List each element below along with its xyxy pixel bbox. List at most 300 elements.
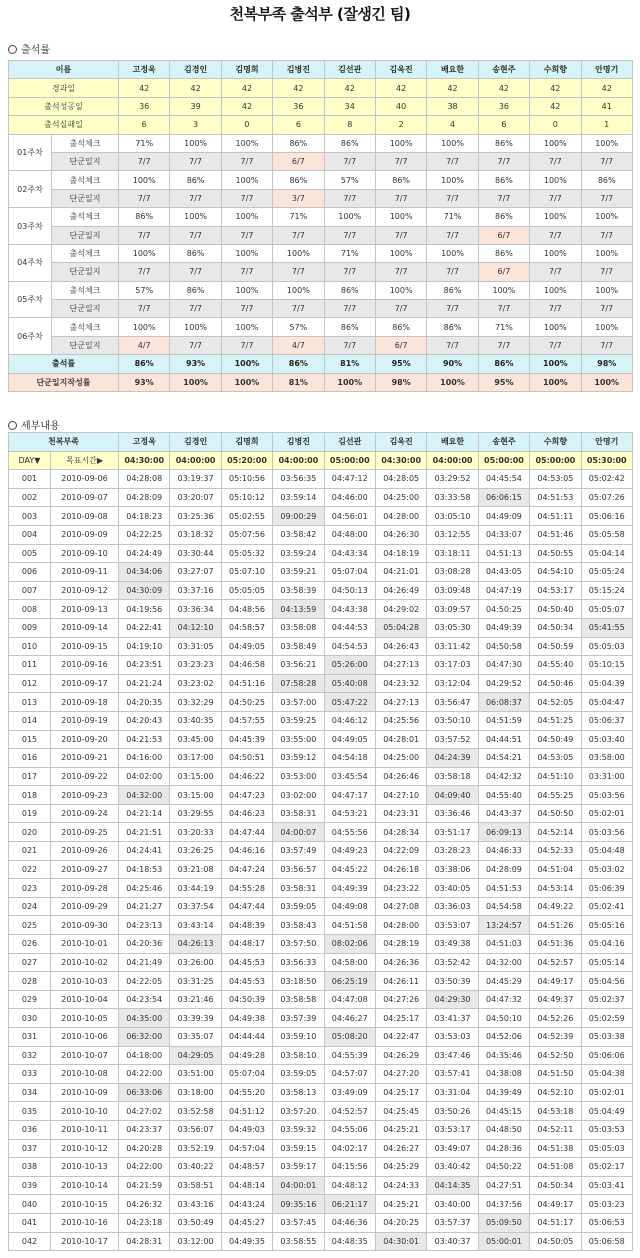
table-cell: 03:59:24 [273,544,324,563]
row-label: 출석실패일 [9,116,119,134]
table-cell: 024 [9,897,51,916]
table-cell: 7/7 [221,226,272,244]
table-cell: 04:49:05 [221,637,272,656]
table-cell: 7/7 [581,152,632,170]
table-cell: 05:08:20 [324,1028,375,1047]
table-cell: 04:26:13 [170,935,221,954]
table-cell: 2010-10-10 [51,1102,119,1121]
table-cell: 03:56:07 [170,1120,221,1139]
table-cell: 2010-09-08 [51,507,119,526]
table-cell: 42 [530,79,581,97]
table-cell: 013 [9,693,51,712]
table-cell: 100% [427,244,478,262]
table-cell: 7/7 [478,300,529,318]
table-cell: 03:58:00 [581,749,632,768]
table-cell: 05:05:05 [221,581,272,600]
row-label: 단군일지 [52,336,119,354]
day-row [9,823,633,842]
table-cell: 03:57:45 [273,1213,324,1232]
table-cell: 028 [9,972,51,991]
table-cell: 025 [9,916,51,935]
member-name-header: 고정욱 [119,61,170,79]
table-cell: 04:50:58 [478,637,529,656]
table-cell: 03:57:00 [273,693,324,712]
table-cell: 09:00:29 [273,507,324,526]
table-cell: 03:20:07 [170,488,221,507]
table-cell: 04:49:35 [221,1232,272,1251]
table-cell: 04:02:00 [119,767,170,786]
table-cell: 04:43:37 [478,804,529,823]
table-cell: 04:51:03 [478,935,529,954]
diary-rate-row [9,373,633,391]
table-cell: 04:22:00 [119,1065,170,1084]
table-cell: 2010-10-16 [51,1213,119,1232]
table-cell: 04:24:49 [119,544,170,563]
member-name-header: 송현주 [478,433,529,452]
table-cell: 100% [581,318,632,336]
table-cell: 2010-10-07 [51,1046,119,1065]
table-cell: 03:59:10 [273,1028,324,1047]
day-sort-header[interactable]: DAY▼ [9,451,51,470]
table-cell: 03:59:25 [273,711,324,730]
row-label: 단군일지 [52,226,119,244]
table-cell: 03:53:03 [427,1028,478,1047]
table-cell: 7/7 [478,336,529,354]
table-cell: 03:58:58 [273,990,324,1009]
section-attendance-rate-heading: 출석률 [8,41,50,56]
table-cell: 04:45:15 [478,1102,529,1121]
attendance-summary-table [8,60,633,392]
table-cell: 7/7 [478,189,529,207]
table-cell: 04:21:14 [119,804,170,823]
table-cell: 04:50:22 [478,1158,529,1177]
table-cell: 100% [581,134,632,152]
table-cell: 04:28:08 [119,470,170,489]
target-time-label: 목표시간▶ [51,451,119,470]
table-cell: 05:02:37 [581,990,632,1009]
table-cell: 36 [478,97,529,115]
table-cell: 04:52:57 [324,1102,375,1121]
table-cell: 04:28:05 [375,470,426,489]
table-cell: 03:49:09 [324,1083,375,1102]
page-title: 천복부족 출석부 (잘생긴 팀) [229,5,411,23]
target-time: 04:00:00 [427,451,478,470]
table-cell: 05:05:03 [581,1139,632,1158]
table-cell: 7/7 [170,152,221,170]
table-cell: 86% [273,171,324,189]
table-cell: 036 [9,1120,51,1139]
table-cell: 04:29:30 [427,990,478,1009]
table-cell: 100% [581,244,632,262]
table-cell: 100% [530,134,581,152]
table-cell: 57% [119,281,170,299]
table-cell: 100% [530,355,581,373]
week-attendance-row [9,134,633,152]
table-cell: 03:15:00 [170,767,221,786]
table-cell: 04:22:09 [375,842,426,861]
table-cell: 08:02:06 [324,935,375,954]
table-cell: 04:37:56 [478,1195,529,1214]
table-cell: 03:21:46 [170,990,221,1009]
table-cell: 04:55:28 [221,879,272,898]
table-cell: 86% [170,281,221,299]
table-cell: 04:25:45 [375,1102,426,1121]
table-cell: 2010-10-01 [51,935,119,954]
table-cell: 05:04:14 [581,544,632,563]
table-cell: 04:49:03 [221,1120,272,1139]
table-cell: 03:49:38 [427,935,478,954]
table-cell: 026 [9,935,51,954]
table-cell: 04:51:17 [530,1213,581,1232]
day-row [9,842,633,861]
table-cell: 04:51:38 [530,1139,581,1158]
table-cell: 015 [9,730,51,749]
table-cell: 2010-09-23 [51,786,119,805]
table-cell: 2010-09-15 [51,637,119,656]
week-diary-row [9,152,633,170]
table-cell: 86% [273,134,324,152]
week-diary-row [9,189,633,207]
table-cell: 03:52:19 [170,1139,221,1158]
table-cell: 04:54:10 [530,563,581,582]
table-cell: 03:50:49 [170,1213,221,1232]
table-cell: 04:46:33 [478,842,529,861]
table-cell: 04:47:23 [221,786,272,805]
table-cell: 05:00:01 [478,1232,529,1251]
table-cell: 03:45:00 [170,730,221,749]
day-row [9,990,633,1009]
table-cell: 04:38:08 [478,1065,529,1084]
target-time: 05:20:00 [221,451,272,470]
table-cell: 04:47:32 [478,990,529,1009]
table-cell: 71% [273,208,324,226]
table-cell: 42 [324,79,375,97]
table-cell: 04:12:10 [170,618,221,637]
table-cell: 04:51:36 [530,935,581,954]
table-cell: 06:09:13 [478,823,529,842]
table-cell: 04:26:27 [375,1139,426,1158]
table-cell: 2010-09-29 [51,897,119,916]
table-cell: 05:07:04 [324,563,375,582]
table-cell: 021 [9,842,51,861]
table-cell: 2010-10-13 [51,1158,119,1177]
table-cell: 03:12:55 [427,525,478,544]
day-row [9,767,633,786]
table-cell: 05:26:00 [324,656,375,675]
table-cell: 7/7 [427,336,478,354]
table-cell: 86% [375,318,426,336]
table-cell: 3/7 [273,189,324,207]
table-cell: 7/7 [221,300,272,318]
table-cell: 4/7 [119,336,170,354]
table-cell: 2010-09-16 [51,656,119,675]
table-cell: 04:46:16 [221,842,272,861]
table-cell: 93% [119,373,170,391]
table-cell: 7/7 [119,152,170,170]
day-row [9,916,633,935]
table-cell: 41 [581,97,632,115]
table-cell: 100% [119,244,170,262]
table-cell: 04:20:28 [119,1139,170,1158]
week-diary-row [9,226,633,244]
table-cell: 81% [324,355,375,373]
table-cell: 005 [9,544,51,563]
table-cell: 04:19:56 [119,600,170,619]
table-cell: 04:14:35 [427,1176,478,1195]
table-cell: 03:25:36 [170,507,221,526]
table-cell: 2010-09-07 [51,488,119,507]
table-cell: 03:08:28 [427,563,478,582]
table-cell: 06:25:19 [324,972,375,991]
day-row [9,804,633,823]
table-cell: 04:27:51 [478,1176,529,1195]
member-name-header: 배요한 [427,433,478,452]
table-cell: 04:45:53 [221,972,272,991]
table-cell: 04:26:32 [119,1195,170,1214]
table-cell: 42 [478,79,529,97]
table-cell: 04:50:10 [478,1009,529,1028]
week-label: 01주차 [9,134,52,171]
table-cell: 2010-09-06 [51,470,119,489]
table-cell: 03:53:07 [427,916,478,935]
table-cell: 03:56:47 [427,693,478,712]
table-cell: 010 [9,637,51,656]
table-cell: 04:25:00 [375,488,426,507]
day-row [9,581,633,600]
table-cell: 04:49:39 [478,618,529,637]
table-cell: 7/7 [221,336,272,354]
day-row [9,470,633,489]
table-cell: 7/7 [221,263,272,281]
table-cell: 7/7 [170,263,221,281]
table-cell: 04:54:58 [478,897,529,916]
day-row [9,1232,633,1251]
table-cell: 04:46:23 [221,804,272,823]
table-cell: 06:32:00 [119,1028,170,1047]
table-cell: 04:24:41 [119,842,170,861]
table-cell: 7/7 [324,336,375,354]
table-cell: 98% [581,355,632,373]
table-cell: 04:48:56 [221,600,272,619]
member-name-header: 고정욱 [119,433,170,452]
member-name-header: 안명기 [581,433,632,452]
table-cell: 04:51:59 [478,711,529,730]
table-cell: 100% [375,244,426,262]
table-cell: 03:59:15 [273,1139,324,1158]
table-cell: 7/7 [375,300,426,318]
table-cell: 04:51:53 [478,879,529,898]
day-row [9,860,633,879]
day-row [9,1102,633,1121]
table-cell: 04:51:08 [530,1158,581,1177]
table-cell: 2010-09-20 [51,730,119,749]
table-cell: 100% [375,281,426,299]
table-cell: 04:15:56 [324,1158,375,1177]
table-cell: 05:04:16 [581,935,632,954]
table-cell: 7/7 [119,189,170,207]
table-cell: 100% [530,208,581,226]
table-cell: 2010-09-22 [51,767,119,786]
table-cell: 016 [9,749,51,768]
table-cell: 04:20:35 [119,693,170,712]
table-cell: 6/7 [478,263,529,281]
table-cell: 04:22:41 [119,618,170,637]
table-cell: 98% [375,373,426,391]
table-cell: 03:29:55 [170,804,221,823]
table-cell: 04:48:17 [221,935,272,954]
table-cell: 04:21:51 [119,823,170,842]
table-cell: 04:22:00 [119,1158,170,1177]
table-cell: 42 [273,79,324,97]
member-name-header: 수희향 [530,61,581,79]
table-cell: 04:49:05 [324,730,375,749]
table-cell: 04:49:28 [221,1046,272,1065]
day-row [9,618,633,637]
table-cell: 03:27:07 [170,563,221,582]
table-cell: 03:59:21 [273,563,324,582]
week-diary-row [9,336,633,354]
day-row [9,525,633,544]
week-attendance-row [9,208,633,226]
table-cell: 04:21:49 [119,953,170,972]
table-cell: 011 [9,656,51,675]
table-cell: 04:25:46 [119,879,170,898]
table-cell: 04:57:55 [221,711,272,730]
table-cell: 42 [530,97,581,115]
header-row [9,61,633,79]
table-cell: 03:58:31 [273,804,324,823]
table-cell: 05:04:38 [581,1065,632,1084]
table-cell: 04:28:34 [375,823,426,842]
table-cell: 03:57:41 [427,1065,478,1084]
table-cell: 03:56:35 [273,470,324,489]
table-cell: 100% [221,281,272,299]
table-cell: 03:23:02 [170,674,221,693]
table-cell: 04:50:51 [221,749,272,768]
table-cell: 04:43:34 [324,544,375,563]
table-cell: 03:57:39 [273,1009,324,1028]
table-cell: 03:59:32 [273,1120,324,1139]
table-cell: 7/7 [427,263,478,281]
table-cell: 7/7 [427,189,478,207]
table-cell: 04:49:39 [324,879,375,898]
table-cell: 03:38:06 [427,860,478,879]
day-row [9,1009,633,1028]
table-cell: 6 [273,116,324,134]
table-cell: 100% [530,281,581,299]
table-cell: 04:50:39 [221,990,272,1009]
table-cell: 04:44:44 [221,1028,272,1047]
table-cell: 05:03:38 [581,1028,632,1047]
day-row [9,711,633,730]
table-cell: 03:52:58 [170,1102,221,1121]
table-cell: 04:27:13 [375,656,426,675]
table-cell: 7/7 [324,300,375,318]
table-cell: 2010-10-11 [51,1120,119,1139]
table-cell: 04:50:59 [530,637,581,656]
table-cell: 86% [478,171,529,189]
table-cell: 04:52:50 [530,1046,581,1065]
table-cell: 2010-10-17 [51,1232,119,1251]
table-cell: 7/7 [221,189,272,207]
table-cell: 6 [119,116,170,134]
row-label: 출석체크 [52,281,119,299]
table-cell: 03:23:23 [170,656,221,675]
table-cell: 03:43:16 [170,1195,221,1214]
table-cell: 6/7 [375,336,426,354]
table-cell: 04:16:00 [119,749,170,768]
table-cell: 04:51:12 [221,1102,272,1121]
day-row [9,600,633,619]
table-cell: 04:46:58 [221,656,272,675]
table-cell: 04:33:07 [478,525,529,544]
table-cell: 006 [9,563,51,582]
table-cell: 2010-10-12 [51,1139,119,1158]
table-cell: 03:56:57 [273,860,324,879]
table-cell: 04:23:32 [375,674,426,693]
table-cell: 42 [119,79,170,97]
table-cell: 04:51:10 [530,767,581,786]
table-cell: 7/7 [530,300,581,318]
table-cell: 03:50:26 [427,1102,478,1121]
table-cell: 04:51:25 [530,711,581,730]
table-cell: 2010-09-24 [51,804,119,823]
day-row [9,1158,633,1177]
table-cell: 032 [9,1046,51,1065]
table-cell: 05:02:17 [581,1158,632,1177]
table-cell: 04:27:26 [375,990,426,1009]
table-cell: 04:20:43 [119,711,170,730]
table-cell: 04:02:17 [324,1139,375,1158]
table-cell: 04:00:01 [273,1176,324,1195]
summary-row [9,116,633,134]
table-cell: 039 [9,1176,51,1195]
table-cell: 93% [170,355,221,373]
table-cell: 95% [375,355,426,373]
table-cell: 2010-09-09 [51,525,119,544]
table-cell: 03:05:10 [427,507,478,526]
member-name-header: 김병진 [273,61,324,79]
table-cell: 04:52:57 [530,953,581,972]
table-cell: 2010-10-05 [51,1009,119,1028]
table-cell: 86% [478,355,529,373]
table-cell: 03:31:05 [170,637,221,656]
table-cell: 03:59:05 [273,897,324,916]
table-cell: 2010-09-10 [51,544,119,563]
table-cell: 04:48:35 [324,1232,375,1251]
table-cell: 04:47:30 [478,656,529,675]
table-cell: 7/7 [581,336,632,354]
table-cell: 04:28:31 [119,1232,170,1251]
table-cell: 04:53:05 [530,470,581,489]
table-cell: 04:29:52 [478,674,529,693]
table-cell: 05:07:10 [221,563,272,582]
day-row [9,786,633,805]
table-cell: 04:25:56 [375,711,426,730]
table-cell: 2010-10-14 [51,1176,119,1195]
table-cell: 03:58:49 [273,637,324,656]
table-cell: 03:57:49 [273,842,324,861]
table-cell: 04:47:44 [221,823,272,842]
table-cell: 95% [478,373,529,391]
table-cell: 03:40:05 [427,879,478,898]
table-cell: 04:50:34 [530,618,581,637]
table-cell: 03:58:18 [427,767,478,786]
table-cell: 05:05:24 [581,563,632,582]
table-cell: 04:45:22 [324,860,375,879]
table-cell: 04:50:40 [530,600,581,619]
table-cell: 4/7 [273,336,324,354]
